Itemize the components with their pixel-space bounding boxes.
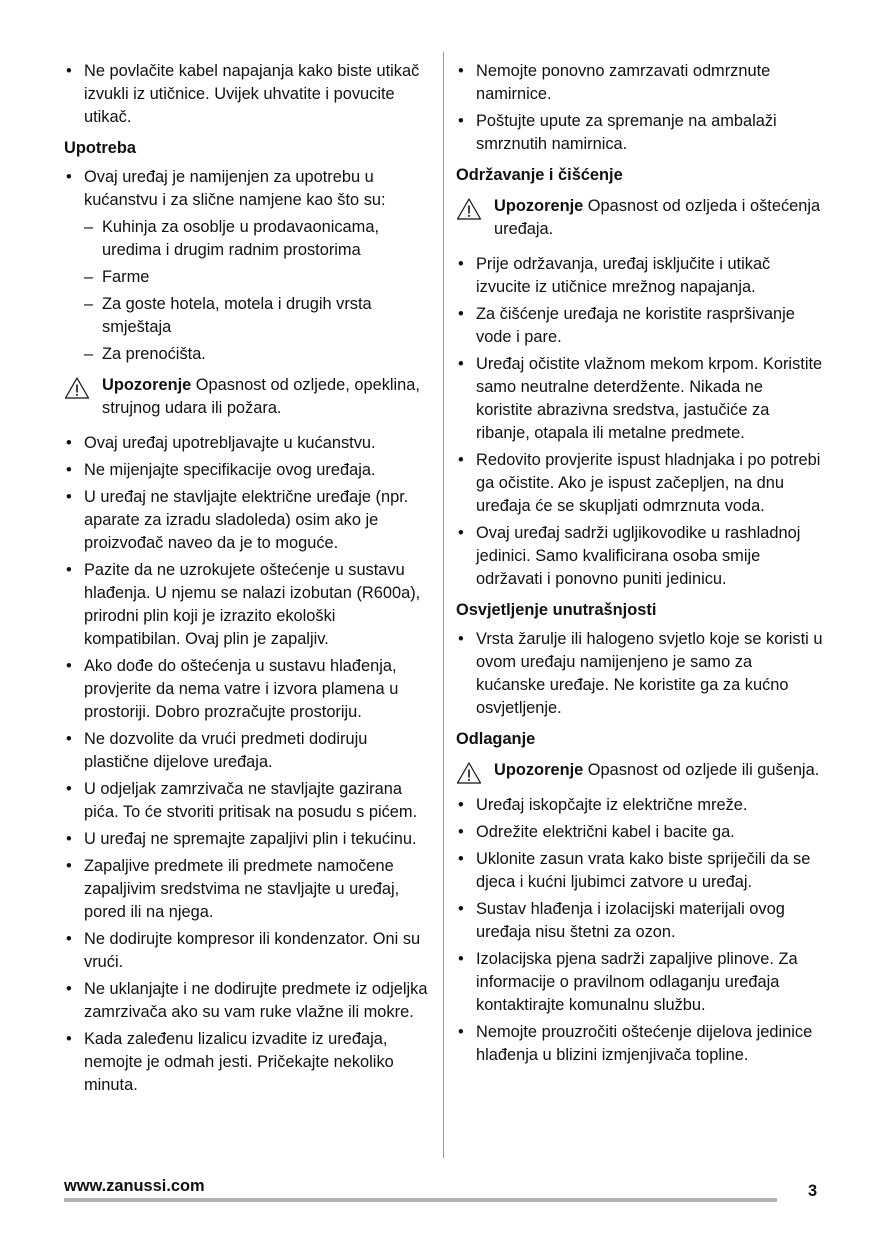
list-item: • Ako dođe do oštećenja u sustavu hlađenja, provjerite da nema vatre i izvora plamena u prostoriji. Dobro prozračujte prostoriju. xyxy=(64,655,432,724)
list-item: • Odrežite električni kabel i bacite ga. xyxy=(456,821,824,844)
page-number: 3 xyxy=(808,1182,818,1200)
list-item: • Uređaj iskopčajte iz električne mreže. xyxy=(456,794,824,817)
section-heading-osvjetljenje: Osvjetljenje unutrašnjosti xyxy=(456,601,657,619)
list-item: • Uređaj očistite vlažnom mekom krpom. Koristite samo neutralne deterdžente. Nikada ne koristite abrazivna sredstva, jastučiće za ribanje, otapala ili metalne predmete. xyxy=(456,353,824,445)
footer-rule xyxy=(64,1198,777,1202)
freezing-list xyxy=(456,60,824,156)
use-intro-text: Ovaj uređaj je namijenjen za upotrebu u kućanstvu i za slične namjene kao što su: xyxy=(84,168,386,209)
warning-text: Opasnost od ozljede, opeklina, strujnog udara ili požara. xyxy=(102,376,420,417)
warning-box xyxy=(456,759,824,782)
list-item: • Kada zaleđenu lizalicu izvadite iz uređaja, nemojte je odmah jesti. Pričekajte nekoliko minuta. xyxy=(64,1028,432,1097)
maintenance-list xyxy=(456,253,824,591)
list-item: • Redovito provjerite ispust hladnjaka i po potrebi ga očistite. Ako je ispust začepljen, na dnu uređaja će se skupljati odmrznuta voda. xyxy=(456,449,824,518)
list-item: • U uređaj ne stavljajte električne uređaje (npr. aparate za izradu sladoleda) osim ako je proizvođač naveo da je to moguće. xyxy=(64,486,432,555)
list-item: • Ne dozvolite da vrući predmeti dodiruju plastične dijelove uređaja. xyxy=(64,728,432,774)
warning-label: Upozorenje xyxy=(102,376,192,394)
list-item: • Vrsta žarulje ili halogeno svjetlo koje se koristi u ovom uređaju namijenjeno je samo za kućanske uređaje. Ne koristite ga za kućno osvjetljenje. xyxy=(456,628,824,720)
sublist-item: – Za goste hotela, motela i drugih vrsta smještaja xyxy=(84,293,432,339)
list-item: • Nemojte ponovno zamrzavati odmrznute namirnice. xyxy=(456,60,824,106)
list-item: • Pazite da ne uzrokujete oštećenje u sustavu hlađenja. U njemu se nalazi izobutan (R600a), prirodni plin koji je izrazito ekološki kompatibilan. Ovaj plin je zapaljiv. xyxy=(64,559,432,651)
warning-triangle-icon xyxy=(64,376,90,400)
use-list xyxy=(64,166,432,366)
list-item: • Ne povlačite kabel napajanja kako biste utikač izvukli iz utičnice. Uvijek uhvatite i povucite utikač. xyxy=(64,60,432,129)
list-item: • U uređaj ne spremajte zapaljivi plin i tekućinu. xyxy=(64,828,432,851)
list-item: • Ne dodirujte kompresor ili kondenzator. Oni su vrući. xyxy=(64,928,432,974)
section-heading-upotreba: Upotreba xyxy=(64,139,136,157)
list-item xyxy=(64,166,432,366)
right-column xyxy=(456,60,824,1071)
section-heading-odrzavanje: Održavanje i čišćenje xyxy=(456,166,623,184)
list-item: • U odjeljak zamrzivača ne stavljajte gazirana pića. To će stvoriti pritisak na posudu s pićem. xyxy=(64,778,432,824)
list-item: • Ovaj uređaj sadrži ugljikovodike u rashladnoj jedinici. Samo kvalificirana osoba smije održavati i ponovno puniti jedinicu. xyxy=(456,522,824,591)
disposal-list xyxy=(456,794,824,1067)
warning-label: Upozorenje xyxy=(494,761,584,779)
list-item: • Sustav hlađenja i izolacijski materijali ovog uređaja nisu štetni za ozon. xyxy=(456,898,824,944)
sublist-item: – Za prenoćišta. xyxy=(84,343,432,366)
warning-text: Opasnost od ozljeda i oštećenja uređaja. xyxy=(494,197,821,238)
use-sublist xyxy=(84,216,432,366)
list-item: • Za čišćenje uređaja ne koristite raspršivanje vode i pare. xyxy=(456,303,824,349)
sublist-item: – Farme xyxy=(84,266,432,289)
list-item: • Ne mijenjajte specifikacije ovog uređaja. xyxy=(64,459,432,482)
warning-triangle-icon xyxy=(456,761,482,785)
intro-list xyxy=(64,60,432,129)
lighting-list xyxy=(456,628,824,720)
list-item: • Ovaj uređaj upotrebljavajte u kućanstvu. xyxy=(64,432,432,455)
section-heading-odlaganje: Odlaganje xyxy=(456,730,536,748)
warning-text: Opasnost od ozljede ili gušenja. xyxy=(583,761,820,779)
list-item: • Poštujte upute za spremanje na ambalaži smrznutih namirnica. xyxy=(456,110,824,156)
sublist-item: – Kuhinja za osoblje u prodavaonicama, uredima i drugim radnim prostorima xyxy=(84,216,432,262)
warning-box xyxy=(456,195,824,241)
list-item: • Uklonite zasun vrata kako biste spriječili da se djeca i kućni ljubimci zatvore u uređaj. xyxy=(456,848,824,894)
warning-box xyxy=(64,374,432,420)
list-item: • Prije održavanja, uređaj isključite i utikač izvucite iz utičnice mrežnog napajanja. xyxy=(456,253,824,299)
safety-list xyxy=(64,432,432,1097)
footer-website-url: www.zanussi.com xyxy=(64,1177,205,1195)
warning-label: Upozorenje xyxy=(494,197,584,215)
column-divider xyxy=(443,52,444,1158)
list-item: • Ne uklanjajte i ne dodirujte predmete iz odjeljka zamrzivača ako su vam ruke vlažne ili mokre. xyxy=(64,978,432,1024)
warning-triangle-icon xyxy=(456,197,482,221)
list-item: • Zapaljive predmete ili predmete namočene zapaljivim sredstvima ne stavljajte u uređaj, pored ili na njega. xyxy=(64,855,432,924)
list-item: • Nemojte prouzročiti oštećenje dijelova jedinice hlađenja u blizini izmjenjivača topline. xyxy=(456,1021,824,1067)
left-column xyxy=(64,60,432,1101)
list-item: • Izolacijska pjena sadrži zapaljive plinove. Za informacije o pravilnom odlaganju uređaja kontaktirajte komunalnu službu. xyxy=(456,948,824,1017)
